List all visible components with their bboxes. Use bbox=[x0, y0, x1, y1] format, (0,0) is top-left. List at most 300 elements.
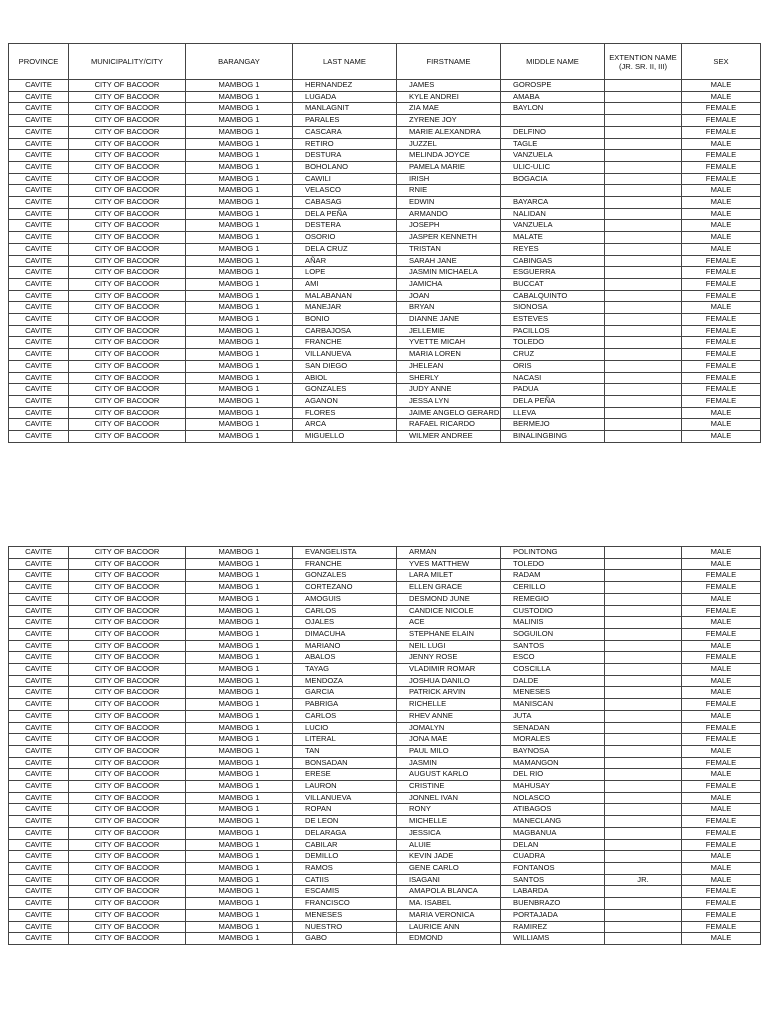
extension-name-cell bbox=[605, 816, 682, 828]
barangay-cell: MAMBOG 1 bbox=[186, 314, 293, 326]
province-cell: CAVITE bbox=[9, 384, 69, 396]
header-middle-name: MIDDLE NAME bbox=[501, 44, 605, 80]
barangay-cell: MAMBOG 1 bbox=[186, 862, 293, 874]
first-name-cell: JONNEL IVAN bbox=[397, 792, 501, 804]
table-row bbox=[9, 792, 761, 804]
middle-name-cell: SANTOS bbox=[501, 640, 605, 652]
sex-cell: MALE bbox=[682, 138, 761, 150]
barangay-cell: MAMBOG 1 bbox=[186, 267, 293, 279]
extension-name-cell bbox=[605, 605, 682, 617]
municipality-cell: CITY OF BACOOR bbox=[69, 675, 186, 687]
extension-name-cell bbox=[605, 827, 682, 839]
extension-name-cell bbox=[605, 933, 682, 945]
province-cell: CAVITE bbox=[9, 267, 69, 279]
barangay-cell: MAMBOG 1 bbox=[186, 349, 293, 361]
middle-name-cell: NOLASCO bbox=[501, 792, 605, 804]
middle-name-cell: CUSTODIO bbox=[501, 605, 605, 617]
province-cell: CAVITE bbox=[9, 232, 69, 244]
barangay-cell: MAMBOG 1 bbox=[186, 687, 293, 699]
first-name-cell: JONA MAE bbox=[397, 734, 501, 746]
first-name-cell: ZYRENE JOY bbox=[397, 115, 501, 127]
extension-name-cell bbox=[605, 290, 682, 302]
table-row bbox=[9, 325, 761, 337]
last-name-cell: HERNANDEZ bbox=[293, 80, 397, 92]
extension-name-cell bbox=[605, 302, 682, 314]
table-row bbox=[9, 220, 761, 232]
sex-cell: MALE bbox=[682, 208, 761, 220]
extension-name-cell bbox=[605, 115, 682, 127]
sex-cell: FEMALE bbox=[682, 921, 761, 933]
first-name-cell: NEIL LUGI bbox=[397, 640, 501, 652]
first-name-cell: JAIME ANGELO GERARD bbox=[397, 407, 501, 419]
table-row bbox=[9, 255, 761, 267]
municipality-cell: CITY OF BACOOR bbox=[69, 419, 186, 431]
sex-cell: FEMALE bbox=[682, 886, 761, 898]
middle-name-cell: NACASI bbox=[501, 372, 605, 384]
municipality-cell: CITY OF BACOOR bbox=[69, 792, 186, 804]
table-row bbox=[9, 570, 761, 582]
sex-cell: MALE bbox=[682, 558, 761, 570]
middle-name-cell: GOROSPE bbox=[501, 80, 605, 92]
province-cell: CAVITE bbox=[9, 593, 69, 605]
first-name-cell: JELLEMIE bbox=[397, 325, 501, 337]
last-name-cell: AMOGUIS bbox=[293, 593, 397, 605]
middle-name-cell: DALDE bbox=[501, 675, 605, 687]
municipality-cell: CITY OF BACOOR bbox=[69, 138, 186, 150]
barangay-cell: MAMBOG 1 bbox=[186, 185, 293, 197]
municipality-cell: CITY OF BACOOR bbox=[69, 267, 186, 279]
table-row bbox=[9, 781, 761, 793]
middle-name-cell bbox=[501, 115, 605, 127]
sex-cell: FEMALE bbox=[682, 173, 761, 185]
last-name-cell: DE LEON bbox=[293, 816, 397, 828]
last-name-cell: BONIO bbox=[293, 314, 397, 326]
barangay-cell: MAMBOG 1 bbox=[186, 407, 293, 419]
table-row bbox=[9, 115, 761, 127]
last-name-cell: FLORES bbox=[293, 407, 397, 419]
municipality-cell: CITY OF BACOOR bbox=[69, 325, 186, 337]
municipality-cell: CITY OF BACOOR bbox=[69, 431, 186, 443]
municipality-cell: CITY OF BACOOR bbox=[69, 150, 186, 162]
middle-name-cell: CABALQUINTO bbox=[501, 290, 605, 302]
first-name-cell: SARAH JANE bbox=[397, 255, 501, 267]
first-name-cell: RNIE bbox=[397, 185, 501, 197]
last-name-cell: LITERAL bbox=[293, 734, 397, 746]
sex-cell: FEMALE bbox=[682, 827, 761, 839]
first-name-cell: DESMOND JUNE bbox=[397, 593, 501, 605]
extension-name-cell bbox=[605, 628, 682, 640]
sex-cell: FEMALE bbox=[682, 150, 761, 162]
municipality-cell: CITY OF BACOOR bbox=[69, 208, 186, 220]
last-name-cell: LUGADA bbox=[293, 91, 397, 103]
municipality-cell: CITY OF BACOOR bbox=[69, 558, 186, 570]
middle-name-cell: VANZUELA bbox=[501, 220, 605, 232]
middle-name-cell: WILLIAMS bbox=[501, 933, 605, 945]
extension-name-cell bbox=[605, 851, 682, 863]
first-name-cell: JESSA LYN bbox=[397, 395, 501, 407]
middle-name-cell: BUCCAT bbox=[501, 278, 605, 290]
table-row bbox=[9, 407, 761, 419]
extension-name-cell bbox=[605, 781, 682, 793]
municipality-cell: CITY OF BACOOR bbox=[69, 593, 186, 605]
barangay-cell: MAMBOG 1 bbox=[186, 115, 293, 127]
extension-name-cell bbox=[605, 220, 682, 232]
sex-cell: FEMALE bbox=[682, 898, 761, 910]
extension-name-cell bbox=[605, 921, 682, 933]
province-cell: CAVITE bbox=[9, 909, 69, 921]
barangay-cell: MAMBOG 1 bbox=[186, 909, 293, 921]
province-cell: CAVITE bbox=[9, 769, 69, 781]
last-name-cell: EVANGELISTA bbox=[293, 547, 397, 559]
table-row bbox=[9, 722, 761, 734]
barangay-cell: MAMBOG 1 bbox=[186, 628, 293, 640]
province-cell: CAVITE bbox=[9, 80, 69, 92]
table-row bbox=[9, 921, 761, 933]
extension-name-cell bbox=[605, 337, 682, 349]
province-cell: CAVITE bbox=[9, 582, 69, 594]
sex-cell: MALE bbox=[682, 232, 761, 244]
middle-name-cell: BOGACIA bbox=[501, 173, 605, 185]
sex-cell: MALE bbox=[682, 593, 761, 605]
municipality-cell: CITY OF BACOOR bbox=[69, 664, 186, 676]
middle-name-cell: BAYLON bbox=[501, 103, 605, 115]
last-name-cell: GONZALES bbox=[293, 384, 397, 396]
municipality-cell: CITY OF BACOOR bbox=[69, 547, 186, 559]
table-row bbox=[9, 827, 761, 839]
middle-name-cell: ESTEVES bbox=[501, 314, 605, 326]
table-row bbox=[9, 687, 761, 699]
barangay-cell: MAMBOG 1 bbox=[186, 757, 293, 769]
municipality-cell: CITY OF BACOOR bbox=[69, 652, 186, 664]
last-name-cell: CASCARA bbox=[293, 126, 397, 138]
middle-name-cell: CRUZ bbox=[501, 349, 605, 361]
first-name-cell: JOAN bbox=[397, 290, 501, 302]
extension-name-cell bbox=[605, 278, 682, 290]
extension-name-cell bbox=[605, 804, 682, 816]
municipality-cell: CITY OF BACOOR bbox=[69, 605, 186, 617]
first-name-cell: MA. ISABEL bbox=[397, 898, 501, 910]
middle-name-cell: MAMANGON bbox=[501, 757, 605, 769]
first-name-cell: MARIA VERONICA bbox=[397, 909, 501, 921]
province-cell: CAVITE bbox=[9, 197, 69, 209]
barangay-cell: MAMBOG 1 bbox=[186, 933, 293, 945]
barangay-cell: MAMBOG 1 bbox=[186, 921, 293, 933]
barangay-cell: MAMBOG 1 bbox=[186, 173, 293, 185]
province-cell: CAVITE bbox=[9, 862, 69, 874]
middle-name-cell: FONTANOS bbox=[501, 862, 605, 874]
extension-name-cell bbox=[605, 722, 682, 734]
table-row bbox=[9, 419, 761, 431]
sex-cell: FEMALE bbox=[682, 722, 761, 734]
last-name-cell: ABIOL bbox=[293, 372, 397, 384]
table-body-1 bbox=[9, 80, 761, 443]
extension-name-cell bbox=[605, 582, 682, 594]
table-row bbox=[9, 197, 761, 209]
first-name-cell: JHELEAN bbox=[397, 360, 501, 372]
middle-name-cell: PADUA bbox=[501, 384, 605, 396]
table-row bbox=[9, 652, 761, 664]
middle-name-cell: LLEVA bbox=[501, 407, 605, 419]
extension-name-cell bbox=[605, 80, 682, 92]
sex-cell: FEMALE bbox=[682, 255, 761, 267]
province-cell: CAVITE bbox=[9, 372, 69, 384]
middle-name-cell: RAMIREZ bbox=[501, 921, 605, 933]
middle-name-cell: CERILLO bbox=[501, 582, 605, 594]
last-name-cell: DELA PEÑA bbox=[293, 208, 397, 220]
province-cell: CAVITE bbox=[9, 337, 69, 349]
barangay-cell: MAMBOG 1 bbox=[186, 290, 293, 302]
last-name-cell: VELASCO bbox=[293, 185, 397, 197]
province-cell: CAVITE bbox=[9, 173, 69, 185]
barangay-cell: MAMBOG 1 bbox=[186, 395, 293, 407]
municipality-cell: CITY OF BACOOR bbox=[69, 617, 186, 629]
extension-name-cell bbox=[605, 150, 682, 162]
first-name-cell: WILMER ANDREE bbox=[397, 431, 501, 443]
barangay-cell: MAMBOG 1 bbox=[186, 220, 293, 232]
sex-cell: MALE bbox=[682, 431, 761, 443]
last-name-cell: CATIIS bbox=[293, 874, 397, 886]
province-cell: CAVITE bbox=[9, 161, 69, 173]
sex-cell: MALE bbox=[682, 862, 761, 874]
table-row bbox=[9, 314, 761, 326]
municipality-cell: CITY OF BACOOR bbox=[69, 407, 186, 419]
last-name-cell: FRANCHE bbox=[293, 558, 397, 570]
first-name-cell: VLADIMIR ROMAR bbox=[397, 664, 501, 676]
last-name-cell: ROPAN bbox=[293, 804, 397, 816]
sex-cell: MALE bbox=[682, 185, 761, 197]
barangay-cell: MAMBOG 1 bbox=[186, 722, 293, 734]
province-cell: CAVITE bbox=[9, 617, 69, 629]
last-name-cell: AMI bbox=[293, 278, 397, 290]
table-row bbox=[9, 605, 761, 617]
table-row bbox=[9, 851, 761, 863]
last-name-cell: GONZALES bbox=[293, 570, 397, 582]
table-row bbox=[9, 909, 761, 921]
municipality-cell: CITY OF BACOOR bbox=[69, 126, 186, 138]
table-row bbox=[9, 593, 761, 605]
extension-name-cell bbox=[605, 652, 682, 664]
municipality-cell: CITY OF BACOOR bbox=[69, 278, 186, 290]
middle-name-cell: DELA PEÑA bbox=[501, 395, 605, 407]
barangay-cell: MAMBOG 1 bbox=[186, 419, 293, 431]
sex-cell: MALE bbox=[682, 851, 761, 863]
province-cell: CAVITE bbox=[9, 255, 69, 267]
middle-name-cell: SANTOS bbox=[501, 874, 605, 886]
sex-cell: MALE bbox=[682, 874, 761, 886]
table-row bbox=[9, 664, 761, 676]
first-name-cell: JOSHUA DANILO bbox=[397, 675, 501, 687]
middle-name-cell: BAYARCA bbox=[501, 197, 605, 209]
middle-name-cell: PORTAJADA bbox=[501, 909, 605, 921]
middle-name-cell: MALATE bbox=[501, 232, 605, 244]
province-cell: CAVITE bbox=[9, 722, 69, 734]
province-cell: CAVITE bbox=[9, 745, 69, 757]
province-cell: CAVITE bbox=[9, 874, 69, 886]
province-cell: CAVITE bbox=[9, 349, 69, 361]
extension-name-cell bbox=[605, 558, 682, 570]
extension-name-cell bbox=[605, 839, 682, 851]
table-row bbox=[9, 547, 761, 559]
extension-name-cell bbox=[605, 593, 682, 605]
barangay-cell: MAMBOG 1 bbox=[186, 278, 293, 290]
sex-cell: MALE bbox=[682, 617, 761, 629]
barangay-cell: MAMBOG 1 bbox=[186, 640, 293, 652]
sex-cell: MALE bbox=[682, 80, 761, 92]
first-name-cell: JENNY ROSE bbox=[397, 652, 501, 664]
province-cell: CAVITE bbox=[9, 640, 69, 652]
municipality-cell: CITY OF BACOOR bbox=[69, 640, 186, 652]
municipality-cell: CITY OF BACOOR bbox=[69, 816, 186, 828]
municipality-cell: CITY OF BACOOR bbox=[69, 115, 186, 127]
sex-cell: FEMALE bbox=[682, 652, 761, 664]
sex-cell: FEMALE bbox=[682, 395, 761, 407]
last-name-cell: CORTEZANO bbox=[293, 582, 397, 594]
extension-name-cell bbox=[605, 314, 682, 326]
first-name-cell: IRISH bbox=[397, 173, 501, 185]
barangay-cell: MAMBOG 1 bbox=[186, 558, 293, 570]
municipality-cell: CITY OF BACOOR bbox=[69, 197, 186, 209]
first-name-cell: TRISTAN bbox=[397, 243, 501, 255]
table-row bbox=[9, 628, 761, 640]
sex-cell: FEMALE bbox=[682, 582, 761, 594]
sex-cell: MALE bbox=[682, 640, 761, 652]
first-name-cell: JAMICHA bbox=[397, 278, 501, 290]
last-name-cell: LUCIO bbox=[293, 722, 397, 734]
last-name-cell: AGANON bbox=[293, 395, 397, 407]
table-row bbox=[9, 710, 761, 722]
table-row bbox=[9, 232, 761, 244]
municipality-cell: CITY OF BACOOR bbox=[69, 360, 186, 372]
extension-name-cell bbox=[605, 898, 682, 910]
municipality-cell: CITY OF BACOOR bbox=[69, 874, 186, 886]
municipality-cell: CITY OF BACOOR bbox=[69, 349, 186, 361]
table-row bbox=[9, 278, 761, 290]
last-name-cell: GABO bbox=[293, 933, 397, 945]
sex-cell: FEMALE bbox=[682, 757, 761, 769]
sex-cell: MALE bbox=[682, 91, 761, 103]
barangay-cell: MAMBOG 1 bbox=[186, 710, 293, 722]
extension-name-cell bbox=[605, 547, 682, 559]
sex-cell: MALE bbox=[682, 769, 761, 781]
first-name-cell: RAFAEL RICARDO bbox=[397, 419, 501, 431]
table-row bbox=[9, 243, 761, 255]
province-cell: CAVITE bbox=[9, 687, 69, 699]
middle-name-cell: TOLEDO bbox=[501, 558, 605, 570]
middle-name-cell: NALIDAN bbox=[501, 208, 605, 220]
extension-name-cell bbox=[605, 687, 682, 699]
last-name-cell: MENDOZA bbox=[293, 675, 397, 687]
extension-name-cell: JR. bbox=[605, 874, 682, 886]
barangay-cell: MAMBOG 1 bbox=[186, 197, 293, 209]
municipality-cell: CITY OF BACOOR bbox=[69, 851, 186, 863]
first-name-cell: ACE bbox=[397, 617, 501, 629]
province-cell: CAVITE bbox=[9, 710, 69, 722]
first-name-cell: KEVIN JADE bbox=[397, 851, 501, 863]
middle-name-cell: REYES bbox=[501, 243, 605, 255]
extension-name-cell bbox=[605, 792, 682, 804]
sex-cell: FEMALE bbox=[682, 628, 761, 640]
last-name-cell: SAN DIEGO bbox=[293, 360, 397, 372]
province-cell: CAVITE bbox=[9, 103, 69, 115]
extension-name-cell bbox=[605, 617, 682, 629]
sex-cell: FEMALE bbox=[682, 290, 761, 302]
middle-name-cell: POLINTONG bbox=[501, 547, 605, 559]
last-name-cell: NUESTRO bbox=[293, 921, 397, 933]
records-table-2 bbox=[8, 546, 761, 945]
municipality-cell: CITY OF BACOOR bbox=[69, 862, 186, 874]
extension-name-cell bbox=[605, 138, 682, 150]
first-name-cell: ALUIE bbox=[397, 839, 501, 851]
barangay-cell: MAMBOG 1 bbox=[186, 243, 293, 255]
last-name-cell: DESTURA bbox=[293, 150, 397, 162]
table-row bbox=[9, 617, 761, 629]
barangay-cell: MAMBOG 1 bbox=[186, 804, 293, 816]
middle-name-cell: MANISCAN bbox=[501, 699, 605, 711]
sex-cell: FEMALE bbox=[682, 115, 761, 127]
province-cell: CAVITE bbox=[9, 419, 69, 431]
first-name-cell: ISAGANI bbox=[397, 874, 501, 886]
barangay-cell: MAMBOG 1 bbox=[186, 80, 293, 92]
barangay-cell: MAMBOG 1 bbox=[186, 582, 293, 594]
barangay-cell: MAMBOG 1 bbox=[186, 161, 293, 173]
municipality-cell: CITY OF BACOOR bbox=[69, 886, 186, 898]
barangay-cell: MAMBOG 1 bbox=[186, 384, 293, 396]
barangay-cell: MAMBOG 1 bbox=[186, 232, 293, 244]
last-name-cell: FRANCISCO bbox=[293, 898, 397, 910]
table-row bbox=[9, 757, 761, 769]
first-name-cell: GENE CARLO bbox=[397, 862, 501, 874]
middle-name-cell: MORALES bbox=[501, 734, 605, 746]
last-name-cell: ARCA bbox=[293, 419, 397, 431]
last-name-cell: OJALES bbox=[293, 617, 397, 629]
first-name-cell: SHERLY bbox=[397, 372, 501, 384]
barangay-cell: MAMBOG 1 bbox=[186, 138, 293, 150]
table-header-row bbox=[9, 44, 761, 80]
extension-name-cell bbox=[605, 173, 682, 185]
header-barangay: BARANGAY bbox=[186, 44, 293, 80]
province-cell: CAVITE bbox=[9, 757, 69, 769]
first-name-cell: JASMIN MICHAELA bbox=[397, 267, 501, 279]
barangay-cell: MAMBOG 1 bbox=[186, 664, 293, 676]
sex-cell: FEMALE bbox=[682, 278, 761, 290]
middle-name-cell: JUTA bbox=[501, 710, 605, 722]
first-name-cell: ELLEN GRACE bbox=[397, 582, 501, 594]
last-name-cell: LAURON bbox=[293, 781, 397, 793]
barangay-cell: MAMBOG 1 bbox=[186, 851, 293, 863]
last-name-cell: FRANCHE bbox=[293, 337, 397, 349]
first-name-cell: RHEV ANNE bbox=[397, 710, 501, 722]
last-name-cell: PARALES bbox=[293, 115, 397, 127]
extension-name-cell bbox=[605, 407, 682, 419]
barangay-cell: MAMBOG 1 bbox=[186, 734, 293, 746]
sex-cell: MALE bbox=[682, 419, 761, 431]
middle-name-cell: SENADAN bbox=[501, 722, 605, 734]
first-name-cell: STEPHANE ELAIN bbox=[397, 628, 501, 640]
table-row bbox=[9, 290, 761, 302]
municipality-cell: CITY OF BACOOR bbox=[69, 827, 186, 839]
extension-name-cell bbox=[605, 126, 682, 138]
sex-cell: MALE bbox=[682, 664, 761, 676]
last-name-cell: TAYAG bbox=[293, 664, 397, 676]
extension-name-cell bbox=[605, 710, 682, 722]
municipality-cell: CITY OF BACOOR bbox=[69, 745, 186, 757]
last-name-cell: MARIANO bbox=[293, 640, 397, 652]
last-name-cell: DELARAGA bbox=[293, 827, 397, 839]
province-cell: CAVITE bbox=[9, 898, 69, 910]
province-cell: CAVITE bbox=[9, 547, 69, 559]
first-name-cell: JASMIN bbox=[397, 757, 501, 769]
barangay-cell: MAMBOG 1 bbox=[186, 781, 293, 793]
